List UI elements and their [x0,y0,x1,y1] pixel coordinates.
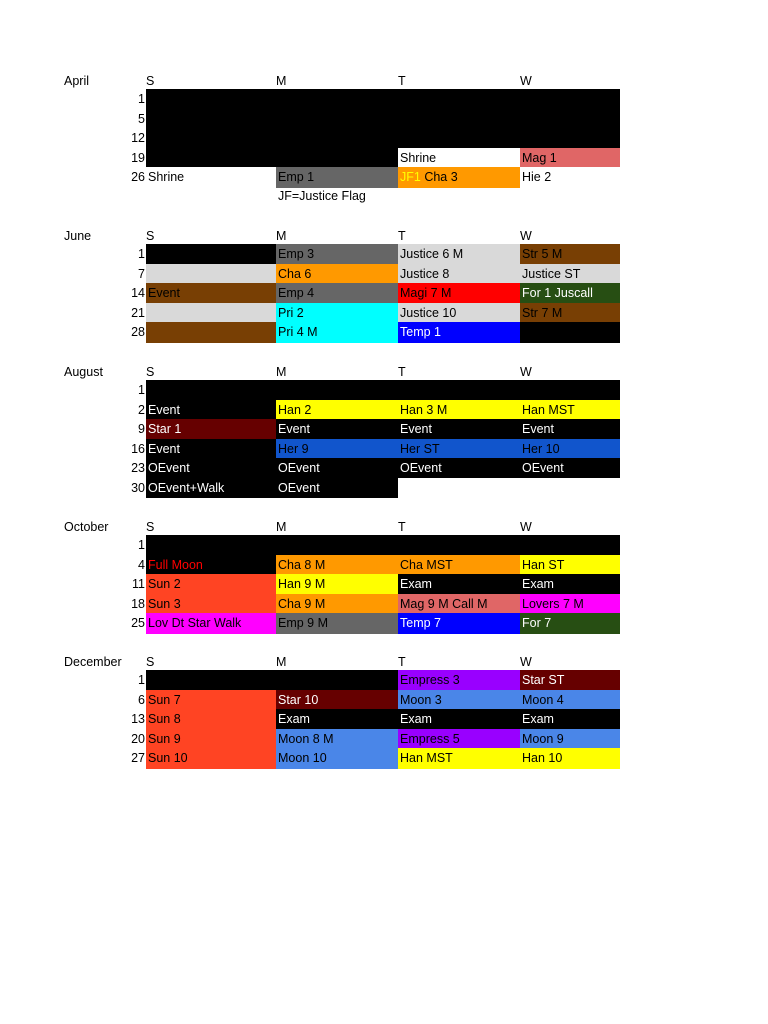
month-title: April [64,74,90,88]
calendar-cell[interactable] [398,167,520,187]
day-header: T [398,520,406,534]
cell-text: Sun 3 [148,596,181,611]
row-number: 11 [132,577,145,592]
cell-text: Han 9 M [278,577,326,592]
cell-text: Pri 2 [278,305,304,320]
calendar-cell[interactable] [520,748,620,768]
calendar-cell[interactable] [276,574,398,594]
cell-text: Emp 4 [278,286,315,301]
cell-text: Event [278,422,310,437]
cell-text: Lov Dt Star Walk [148,616,242,631]
cell-text: Emp 3 [278,247,315,261]
calendar-cell[interactable] [398,322,520,342]
calendar-cell[interactable] [398,709,520,729]
day-header: W [520,520,532,534]
day-header: M [276,229,287,243]
row-number: 30 [131,481,145,495]
calendar-cell[interactable] [398,400,520,420]
calendar-cell[interactable] [146,594,276,614]
calendar-cell[interactable] [520,322,620,342]
day-header: W [520,74,532,88]
calendar-cell[interactable] [276,594,398,614]
calendar-cell[interactable] [398,748,520,768]
row-number: 13 [131,712,145,727]
cell-text: Star 10 [278,692,319,707]
cell-text: Shrine [400,150,437,165]
calendar-cell[interactable] [276,303,398,323]
row-number: 14 [131,286,145,301]
row-number: 23 [131,461,145,476]
calendar-cell[interactable] [398,478,520,498]
calendar-cell[interactable] [398,729,520,749]
cell-text: Justice 6 M [400,247,464,261]
cell-text: Her 9 [278,441,309,456]
cell-text: Han 2 [278,402,312,417]
calendar-cell[interactable] [520,419,620,439]
calendar-cell[interactable] [276,264,398,284]
cell-text: Exam [278,712,310,727]
calendar-cell[interactable] [520,439,620,459]
cell-text: Event [148,402,180,417]
cell-text: Event [148,441,180,456]
row-number: 27 [131,751,145,766]
calendar-cell[interactable] [276,535,398,555]
cell-text: Cha 8 M [278,557,326,572]
cell-text: Her ST [400,441,440,456]
row-number: 7 [138,266,145,281]
cell-text: Emp 1 [278,170,315,185]
cell-text: Exam [522,712,554,727]
calendar-cell[interactable] [146,244,276,264]
cell-text: Justice 10 [400,305,457,320]
calendar-cell[interactable] [398,419,520,439]
calendar-cell[interactable] [146,574,276,594]
month-title: June [64,229,92,243]
row-number: 26 [131,170,145,185]
calendar-cell[interactable] [146,670,276,690]
cell-text: Han ST [522,557,565,572]
calendar-cell[interactable] [398,283,520,303]
cell-text: Justice ST [522,266,581,281]
calendar-cell[interactable] [146,613,276,633]
calendar-cell[interactable] [398,690,520,710]
cell-text: Sun 8 [148,712,181,727]
cell-text: Emp 9 M [278,616,329,631]
cell-text: Mag 9 M Call M [400,596,488,611]
row-number: 1 [138,247,145,261]
cell-text: Str 7 M [522,305,563,320]
calendar-cell[interactable] [520,128,620,148]
calendar-cell[interactable] [398,555,520,575]
day-header: T [398,365,406,379]
calendar-cell[interactable] [398,244,520,264]
calendar-cell[interactable] [520,709,620,729]
cell-text: Event [522,422,554,437]
calendar-cell[interactable] [146,555,276,575]
calendar-cell[interactable] [276,555,398,575]
calendar-cell[interactable] [520,167,620,187]
cell-text: Exam [522,577,554,592]
cell-text: Cha MST [400,557,453,572]
calendar-cell[interactable] [520,380,620,400]
row-number: 6 [138,692,145,707]
row-number: 1 [138,383,145,397]
calendar-cell[interactable] [276,89,398,109]
calendar-cell[interactable] [146,419,276,439]
cell-text: Shrine [148,170,185,185]
calendar-cell[interactable] [398,613,520,633]
calendar-cell[interactable] [146,400,276,420]
cell-text: Han 3 M [400,402,448,417]
cell-text: Empress 3 [400,673,460,687]
calendar-cell[interactable] [146,264,276,284]
cell-text: Sun 10 [148,751,188,766]
calendar-cell[interactable] [146,709,276,729]
calendar-cell[interactable] [520,555,620,575]
cell-text: Empress 5 [400,731,460,746]
cell-text: Exam [400,577,432,592]
row-number: 9 [138,422,145,437]
cell-text: OEvent [400,461,442,476]
calendar-cell[interactable] [398,535,520,555]
cell-text: Mag 1 [522,150,557,165]
cell-text: Pri 4 M [278,325,318,340]
cell-text: Moon 10 [278,751,327,766]
calendar-cell[interactable] [398,670,520,690]
cell-text: Str 5 M [522,247,563,261]
row-number: 2 [138,402,145,417]
day-header: T [398,74,406,88]
calendar-cell[interactable] [398,148,520,168]
row-number: 18 [131,596,145,611]
cell-text: OEvent [148,461,190,476]
cell-text: Event [400,422,432,437]
calendar-cell[interactable] [520,594,620,614]
cell-text: Moon 4 [522,692,564,707]
calendar-cell[interactable] [276,109,398,129]
calendar-cell[interactable] [146,478,276,498]
cell-text: Star ST [522,673,565,687]
calendar-cell[interactable] [276,439,398,459]
cell-prefix: JF1 [400,170,421,185]
calendar-cell[interactable] [146,109,276,129]
calendar-cell[interactable] [520,89,620,109]
day-header: S [146,229,155,243]
cell-text: Sun 9 [148,731,181,746]
cell-text: Moon 3 [400,692,442,707]
cell-text: Temp 1 [400,325,441,340]
row-number: 5 [138,111,145,126]
calendar-cell[interactable] [146,458,276,478]
legend-note: JF=Justice Flag [278,189,366,203]
calendar-cell[interactable] [146,748,276,768]
calendar-cell[interactable] [398,264,520,284]
cell-text: Temp 7 [400,616,441,631]
calendar-cell[interactable] [146,535,276,555]
calendar-cell[interactable] [520,109,620,129]
calendar-cell[interactable] [146,439,276,459]
day-header: S [146,655,155,669]
calendar-cell[interactable] [520,303,620,323]
cell-text: Sun 2 [148,577,181,592]
day-header: S [146,520,155,534]
day-header: S [146,365,155,379]
month-title: December [64,655,122,669]
day-header: W [520,229,532,243]
calendar-cell[interactable] [276,419,398,439]
calendar-cell[interactable] [146,729,276,749]
calendar-cell[interactable] [146,167,276,187]
day-header: M [276,655,287,669]
calendar-cell[interactable] [520,670,620,690]
calendar-cell[interactable] [276,613,398,633]
row-number: 21 [131,305,145,320]
calendar-cell[interactable] [520,148,620,168]
calendar-cell[interactable] [146,380,276,400]
calendar-cell[interactable] [276,709,398,729]
calendar-cell[interactable] [276,458,398,478]
row-number: 1 [138,92,145,106]
cell-text: Moon 9 [522,731,564,746]
calendar-cell[interactable] [276,283,398,303]
calendar-cell[interactable] [398,128,520,148]
calendar-cell[interactable] [520,690,620,710]
calendar-cell[interactable] [520,535,620,555]
cell-text: Magi 7 M [400,286,452,301]
cell-text: Star 1 [148,422,182,437]
calendar-cell[interactable] [398,594,520,614]
calendar-cell[interactable] [398,380,520,400]
day-header: T [398,655,406,669]
row-number: 25 [131,616,145,631]
calendar-cell[interactable] [276,128,398,148]
row-number: 20 [131,731,145,746]
cell-text: Cha 9 M [278,596,326,611]
row-number: 16 [131,441,145,456]
calendar-cell[interactable] [146,128,276,148]
row-number: 19 [131,150,145,165]
row-number: 12 [131,131,145,146]
day-header: S [146,74,155,88]
calendar-cell[interactable] [276,167,398,187]
calendar-cell[interactable] [520,574,620,594]
calendar-cell[interactable] [146,148,276,168]
calendar-cell[interactable] [276,322,398,342]
cell-text: OEvent [522,461,564,476]
calendar-cell[interactable] [276,380,398,400]
cell-text: OEvent [278,461,320,476]
calendar-cell[interactable] [276,400,398,420]
calendar-cell[interactable] [520,458,620,478]
calendar-cell[interactable] [398,574,520,594]
cell-text: Justice 8 [400,266,450,281]
row-number: 28 [131,325,145,340]
calendar-cell[interactable] [520,613,620,633]
calendar-cell[interactable] [520,478,620,498]
cell-text: Han 10 [522,751,563,766]
cell-text: Her 10 [522,441,560,456]
cell-text: OEvent [278,481,320,495]
calendar-cell[interactable] [146,303,276,323]
calendar-cell[interactable] [146,322,276,342]
calendar-cell[interactable] [276,670,398,690]
row-number: 4 [138,557,145,572]
calendar-cell[interactable] [520,283,620,303]
day-header: M [276,74,287,88]
cell-text: For 1 Juscall [522,286,593,301]
cell-text: Full Moon [148,557,203,572]
calendar-cell[interactable] [276,478,398,498]
day-header: T [398,229,406,243]
calendar-cell[interactable] [276,244,398,264]
day-header: W [520,655,532,669]
day-header: M [276,520,287,534]
cell-text: Moon 8 M [278,731,334,746]
cell-text: Han MST [522,402,575,417]
calendar-cell[interactable] [520,400,620,420]
row-number: 1 [138,538,145,552]
month-title: October [64,520,109,534]
calendar-cell[interactable] [146,283,276,303]
calendar-cell[interactable] [276,729,398,749]
cell-text: Cha 3 [424,170,458,185]
cell-text: For 7 [522,616,552,631]
calendar-cell[interactable] [146,690,276,710]
calendar-cell[interactable] [276,748,398,768]
cell-text: Exam [400,712,432,727]
calendar-cell[interactable] [146,89,276,109]
day-header: W [520,365,532,379]
calendar-cell[interactable] [276,690,398,710]
calendar-cell[interactable] [398,109,520,129]
calendar-cell[interactable] [520,729,620,749]
cell-text: OEvent+Walk [148,481,225,495]
calendar-cell[interactable] [398,439,520,459]
day-header: M [276,365,287,379]
calendar-cell[interactable] [398,458,520,478]
cell-text: Han MST [400,751,453,766]
calendar-cell[interactable] [520,264,620,284]
cell-text: Cha 6 [278,266,312,281]
cell-text: Lovers 7 M [522,596,584,611]
calendar-cell[interactable] [276,148,398,168]
cell-text: Sun 7 [148,692,181,707]
calendar-cell[interactable] [398,89,520,109]
calendar-cell[interactable] [398,303,520,323]
cell-text: Hie 2 [522,170,552,185]
calendar-cell[interactable] [520,244,620,264]
month-title: August [64,365,103,379]
row-number: 1 [138,673,145,687]
cell-text: Event [148,286,180,301]
